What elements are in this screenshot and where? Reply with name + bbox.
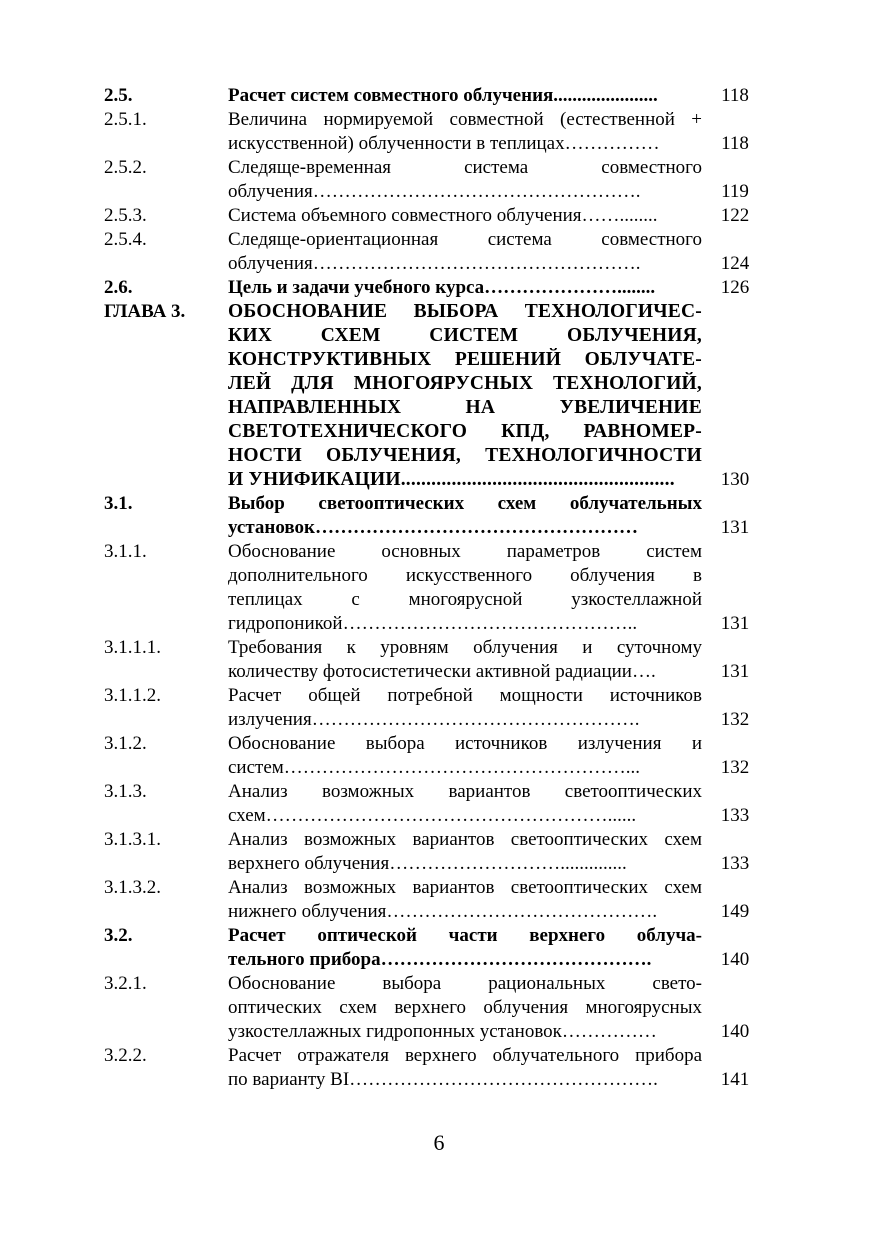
- toc-entry-title-line: по варианту ВI………………………………………….: [228, 1069, 658, 1090]
- toc-entry-title: [228, 828, 702, 876]
- toc-entry-title: [228, 1044, 702, 1092]
- toc-entry-title-line: Величина нормируемой совместной (естественной +: [228, 109, 702, 130]
- toc-entry-page: 132: [720, 757, 750, 778]
- toc-entry-number: ГЛАВА 3.: [104, 301, 186, 322]
- toc-entry-title-line: Система объемного совместного облучения……........: [228, 205, 658, 226]
- toc-entry-title-line: Анализ возможных вариантов светооптических схем: [228, 829, 702, 850]
- toc-entry-title-line: Выбор светооптических схем облучательных: [228, 493, 702, 514]
- toc-entry-number: 3.1.1.1.: [104, 637, 161, 658]
- toc-entry-title-line: Анализ возможных вариантов светооптических: [228, 781, 702, 802]
- toc-entry-title: [228, 636, 702, 684]
- toc-entry-title-line: Расчет оптической части верхнего облуча-: [228, 925, 702, 946]
- toc-entry-page: 131: [720, 517, 750, 538]
- toc-entry-title-line: Анализ возможных вариантов светооптических схем: [228, 877, 702, 898]
- toc-entry-number: 2.5.1.: [104, 109, 147, 130]
- toc-entry: [104, 492, 764, 540]
- toc-entry-page: 133: [720, 805, 750, 826]
- toc-entry-title-line: Обоснование выбора источников излучения и: [228, 733, 702, 754]
- toc-entry-title-line: Обоснование выбора рациональных свето-: [228, 973, 702, 994]
- toc-entry-title-line: Расчет систем совместного облучения......................: [228, 85, 658, 106]
- toc-entry-title: [228, 876, 702, 924]
- toc-entry: [104, 828, 764, 876]
- toc-entry-title-line: ОБОСНОВАНИЕ ВЫБОРА ТЕХНОЛОГИЧЕС-: [228, 301, 702, 322]
- toc-entry-number: 3.1.: [104, 493, 133, 514]
- toc-entry-title-line: верхнего облучения………………………..............: [228, 853, 627, 874]
- toc-entry: [104, 540, 764, 636]
- toc-entry-title-line: Расчет отражателя верхнего облучательного прибора: [228, 1045, 702, 1066]
- toc-entry-page: 122: [720, 205, 750, 226]
- toc-entry-number: 3.2.: [104, 925, 133, 946]
- toc-entry-title: [228, 924, 702, 972]
- toc-entry-page: 149: [720, 901, 750, 922]
- toc-entry-title: [228, 972, 702, 1044]
- toc-entry-number: 3.1.2.: [104, 733, 147, 754]
- toc-entry-title-line: тельного прибора…………………………………….: [228, 949, 652, 970]
- toc-entry-page: 130: [720, 469, 750, 490]
- toc-entry-page: 131: [720, 613, 750, 634]
- toc-entry: [104, 108, 764, 156]
- toc-entry-title-line: облучения…………………………………………….: [228, 253, 641, 274]
- toc-entry-title: [228, 732, 702, 780]
- toc-entry-title-line: гидропоникой………………………………………..: [228, 613, 638, 634]
- toc-entry-title: [228, 300, 702, 492]
- toc-entry: [104, 156, 764, 204]
- toc-entry-number: 2.5.3.: [104, 205, 147, 226]
- table-of-contents: [104, 84, 764, 1092]
- toc-entry-title-line: количеству фотосистетически активной радиации….: [228, 661, 656, 682]
- toc-entry-title: [228, 228, 702, 276]
- toc-entry-title-line: КИХ СХЕМ СИСТЕМ ОБЛУЧЕНИЯ,: [228, 325, 702, 346]
- toc-entry: [104, 732, 764, 780]
- toc-entry-title-line: искусственной) облученности в теплицах……………: [228, 133, 660, 154]
- toc-entry-page: 126: [720, 277, 750, 298]
- toc-entry-title-line: НОСТИ ОБЛУЧЕНИЯ, ТЕХНОЛОГИЧНОСТИ: [228, 445, 702, 466]
- toc-entry: [104, 636, 764, 684]
- toc-entry: [104, 876, 764, 924]
- toc-entry-page: 119: [721, 181, 749, 202]
- toc-entry: [104, 228, 764, 276]
- toc-entry: [104, 1044, 764, 1092]
- toc-entry-page: 140: [720, 949, 750, 970]
- toc-entry: [104, 972, 764, 1044]
- page-number: 6: [433, 1130, 445, 1155]
- toc-entry-title-line: НАПРАВЛЕННЫХ НА УВЕЛИЧЕНИЕ: [228, 397, 702, 418]
- toc-entry-title-line: ЛЕЙ ДЛЯ МНОГОЯРУСНЫХ ТЕХНОЛОГИЙ,: [228, 373, 702, 394]
- toc-entry: [104, 84, 764, 108]
- toc-entry-number: 2.5.: [104, 85, 133, 106]
- toc-entry-title-line: установок……………………………………………: [228, 517, 638, 538]
- toc-entry: [104, 924, 764, 972]
- toc-entry-page: 141: [720, 1069, 750, 1090]
- toc-entry-title-line: Обоснование основных параметров систем: [228, 541, 702, 562]
- toc-entry-page: 131: [720, 661, 750, 682]
- toc-entry-title: [228, 780, 702, 828]
- toc-entry-title: [228, 540, 702, 636]
- toc-entry-number: 3.1.3.1.: [104, 829, 161, 850]
- toc-entry-title-line: И УНИФИКАЦИИ......................................................: [228, 469, 675, 490]
- toc-entry: [104, 780, 764, 828]
- toc-entry-title: [228, 684, 702, 732]
- toc-entry-number: 3.1.1.: [104, 541, 147, 562]
- toc-entry: [104, 300, 764, 492]
- toc-entry-title-line: оптических схем верхнего облучения многоярусных: [228, 997, 702, 1018]
- toc-entry: [104, 204, 764, 228]
- toc-entry-number: 3.2.1.: [104, 973, 147, 994]
- toc-entry-page: 132: [720, 709, 750, 730]
- toc-entry-title: [228, 156, 702, 204]
- toc-entry-title-line: Требования к уровням облучения и суточному: [228, 637, 702, 658]
- toc-entry-title: [228, 108, 702, 156]
- toc-entry-title-line: нижнего облучения…………………………………….: [228, 901, 658, 922]
- toc-entry-page: 140: [720, 1021, 750, 1042]
- toc-entry-number: 2.6.: [104, 277, 133, 298]
- toc-entry: [104, 684, 764, 732]
- toc-entry-title-line: Расчет общей потребной мощности источников: [228, 685, 702, 706]
- toc-entry-title-line: теплицах с многоярусной узкостеллажной: [228, 589, 702, 610]
- toc-entry-page: 118: [721, 133, 749, 154]
- toc-entry-page: 133: [720, 853, 750, 874]
- toc-entry-title-line: Следяще-временная система совместного: [228, 157, 702, 178]
- toc-entry-title-line: систем………………………………………………...: [228, 757, 641, 778]
- toc-entry-title: [228, 84, 702, 108]
- toc-entry-title-line: дополнительного искусственного облучения в: [228, 565, 702, 586]
- toc-entry-page: 118: [721, 85, 749, 106]
- toc-entry-title: [228, 276, 702, 300]
- toc-entry-title-line: облучения…………………………………………….: [228, 181, 641, 202]
- toc-entry-page: 124: [720, 253, 750, 274]
- toc-entry-number: 3.2.2.: [104, 1045, 147, 1066]
- toc-entry-number: 2.5.2.: [104, 157, 147, 178]
- toc-entry-title-line: СВЕТОТЕХНИЧЕСКОГО КПД, РАВНОМЕР-: [228, 421, 702, 442]
- toc-entry-title: [228, 204, 702, 228]
- toc-entry-title-line: схем………………………………………………......: [228, 805, 637, 826]
- toc-entry-number: 3.1.1.2.: [104, 685, 161, 706]
- toc-entry-title-line: излучения…………………………………………….: [228, 709, 640, 730]
- toc-entry-number: 3.1.3.: [104, 781, 147, 802]
- toc-entry: [104, 276, 764, 300]
- toc-entry-title: [228, 492, 702, 540]
- toc-entry-number: 2.5.4.: [104, 229, 147, 250]
- toc-entry-number: 3.1.3.2.: [104, 877, 161, 898]
- toc-entry-title-line: Следяще-ориентационная система совместного: [228, 229, 702, 250]
- toc-entry-title-line: Цель и задачи учебного курса…………………........: [228, 277, 656, 298]
- toc-entry-title-line: КОНСТРУКТИВНЫХ РЕШЕНИЙ ОБЛУЧАТЕ-: [228, 349, 702, 370]
- toc-entry-title-line: узкостеллажных гидропонных установок……………: [228, 1021, 657, 1042]
